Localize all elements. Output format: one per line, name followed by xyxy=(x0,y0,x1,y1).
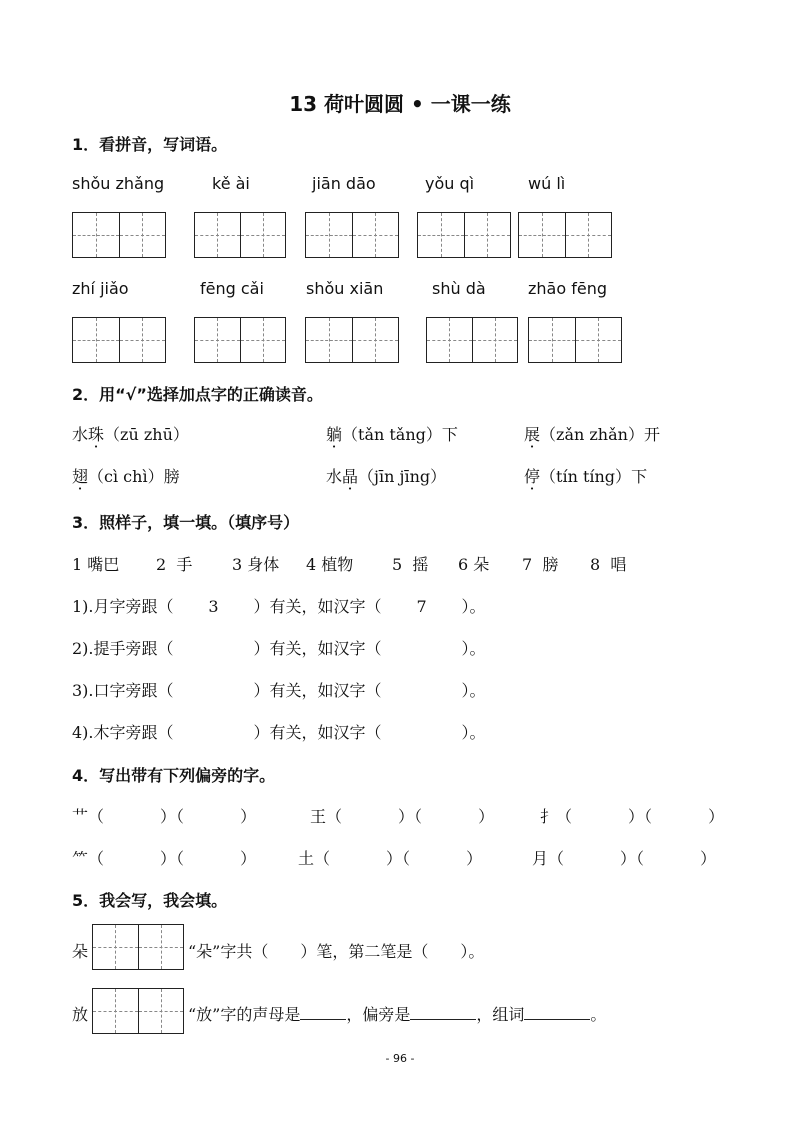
line-mid: ）有关，如汉字（ xyxy=(253,681,382,700)
radical-blank[interactable] xyxy=(410,1019,476,1020)
reading-item-1 xyxy=(72,422,189,445)
pinyin-options[interactable]: （zū zhū） xyxy=(104,425,189,444)
item-pre: 水 xyxy=(72,425,89,444)
dotted-char: 躺 xyxy=(326,425,343,444)
dotted-char: 展 xyxy=(524,425,541,444)
option-3 xyxy=(232,552,279,575)
option-number: 7 xyxy=(522,555,533,574)
radical: 土 xyxy=(298,849,315,868)
writing-grid-2-2[interactable] xyxy=(194,317,286,363)
dotted-char: 珠 xyxy=(88,425,105,444)
close-paren: ） xyxy=(160,849,177,868)
pinyin-1-5: wú lì xyxy=(528,174,566,193)
item-post: 下 xyxy=(441,425,458,444)
radical-row-2-c xyxy=(532,846,716,869)
initial-question xyxy=(188,1002,606,1025)
pinyin-options[interactable]: （jīn jīng） xyxy=(358,467,447,486)
writing-grid-1-2[interactable] xyxy=(194,212,286,258)
open-paren[interactable]: （ xyxy=(314,849,331,868)
option-word: 手 xyxy=(176,555,193,574)
close-paren: ） xyxy=(478,807,495,826)
radical-row-1-a xyxy=(72,804,256,827)
reading-item-5 xyxy=(326,464,446,487)
option-5 xyxy=(392,552,428,575)
open-paren[interactable]: （ xyxy=(414,807,423,826)
option-number: 4 xyxy=(306,555,317,574)
q5-text-a: “放”字的声母是 xyxy=(188,1005,301,1024)
reading-item-4 xyxy=(72,464,180,487)
pinyin-2-3: shǒu xiān xyxy=(306,279,384,298)
pinyin-1-1: shǒu zhǎng xyxy=(72,174,165,193)
open-paren[interactable]: （ xyxy=(636,849,645,868)
pinyin-1-3: jiān dāo xyxy=(312,174,376,193)
open-paren[interactable]: （ xyxy=(176,807,185,826)
line-prefix: 1).月字旁跟（ xyxy=(72,597,174,616)
writing-grid-2-5[interactable] xyxy=(528,317,622,363)
option-word: 嘴巴 xyxy=(87,555,120,574)
q5-text-d: 。 xyxy=(590,1005,607,1024)
line-prefix: 4).木字旁跟（ xyxy=(72,723,174,742)
open-paren[interactable]: （ xyxy=(556,807,573,826)
radical: 艹 xyxy=(72,807,89,826)
line-mid: ）有关，如汉字（ xyxy=(253,723,382,742)
line-suffix: ）。 xyxy=(461,723,486,742)
close-paren: ） xyxy=(386,849,403,868)
close-paren: ） xyxy=(620,849,637,868)
option-1 xyxy=(72,552,119,575)
fill-line-1 xyxy=(72,594,486,617)
writing-grid-1-4[interactable] xyxy=(417,212,511,258)
close-paren: ） xyxy=(628,807,645,826)
option-number: 5 xyxy=(392,555,403,574)
model-char-2: 放 xyxy=(72,1005,89,1024)
radical-row-1-b xyxy=(310,804,494,827)
writing-grid-1-5[interactable] xyxy=(518,212,612,258)
pinyin-options[interactable]: （cì chì） xyxy=(88,467,164,486)
writing-grid-1-1[interactable] xyxy=(72,212,166,258)
radical-row-2-a xyxy=(72,846,256,869)
fill-line-2 xyxy=(72,636,486,659)
writing-grid-2-1[interactable] xyxy=(72,317,166,363)
option-7 xyxy=(522,552,558,575)
option-number: 8 xyxy=(590,555,601,574)
open-paren[interactable]: （ xyxy=(88,849,105,868)
line-mid: ）有关，如汉字（ xyxy=(253,597,382,616)
open-paren[interactable]: （ xyxy=(402,849,411,868)
close-paren: ） xyxy=(240,849,257,868)
option-word: 膀 xyxy=(542,555,559,574)
option-number: 3 xyxy=(232,555,243,574)
word-blank[interactable] xyxy=(524,1019,590,1020)
close-paren: ） xyxy=(708,807,725,826)
open-paren[interactable]: （ xyxy=(176,849,185,868)
writing-grid-5-1[interactable] xyxy=(92,924,184,970)
writing-grid-1-3[interactable] xyxy=(305,212,399,258)
close-paren: ） xyxy=(160,807,177,826)
item-pre: 水 xyxy=(326,467,343,486)
initial-blank[interactable] xyxy=(300,1019,346,1020)
option-word: 植物 xyxy=(321,555,354,574)
open-paren[interactable]: （ xyxy=(88,807,105,826)
option-4 xyxy=(306,552,353,575)
option-number: 6 xyxy=(458,555,469,574)
q5-heading: 5．我会写，我会填。 xyxy=(72,891,228,910)
open-paren[interactable]: （ xyxy=(548,849,565,868)
q4-heading: 4．写出带有下列偏旁的字。 xyxy=(72,766,276,785)
item-post: 膀 xyxy=(163,467,180,486)
option-2 xyxy=(156,552,192,575)
line-mid: ）有关，如汉字（ xyxy=(253,639,382,658)
radical: 扌 xyxy=(540,807,557,826)
reading-item-2 xyxy=(326,422,458,445)
item-post: 开 xyxy=(643,425,660,444)
dotted-char: 停 xyxy=(524,467,541,486)
stroke-question: “朵”字共（ ）笔，第二笔是（ ）。 xyxy=(188,942,485,961)
reading-item-3 xyxy=(524,422,660,445)
radical-row-1-c xyxy=(540,804,724,827)
pinyin-options[interactable]: （zǎn zhǎn） xyxy=(540,425,644,444)
dotted-char: 晶 xyxy=(342,467,359,486)
model-char-1: 朵 xyxy=(72,942,89,961)
reading-item-6 xyxy=(524,464,647,487)
answer-blank-2[interactable]: 7 xyxy=(416,597,427,616)
item-post: 下 xyxy=(631,467,648,486)
pinyin-2-5: zhāo fēng xyxy=(528,279,607,298)
writing-grid-5-2[interactable] xyxy=(92,988,184,1034)
line-suffix: ）。 xyxy=(461,639,486,658)
pinyin-options[interactable]: （tǎn tǎng） xyxy=(342,425,442,444)
q1-heading: 1．看拼音，写词语。 xyxy=(72,135,228,154)
pinyin-1-4: yǒu qì xyxy=(425,174,475,193)
pinyin-2-1: zhí jiǎo xyxy=(72,279,129,298)
writing-grid-2-3[interactable] xyxy=(305,317,399,363)
q3-heading: 3．照样子，填一填。（填序号） xyxy=(72,513,300,532)
radical: 王 xyxy=(310,807,327,826)
open-paren[interactable]: （ xyxy=(644,807,653,826)
line-prefix: 3).口字旁跟（ xyxy=(72,681,174,700)
option-6 xyxy=(458,552,489,575)
q5-text-b: ，偏旁是 xyxy=(346,1005,411,1024)
line-prefix: 2).提手旁跟（ xyxy=(72,639,174,658)
pinyin-2-4: shù dà xyxy=(432,279,486,298)
close-paren: ） xyxy=(700,849,717,868)
option-number: 2 xyxy=(156,555,167,574)
option-number: 1 xyxy=(72,555,83,574)
fill-line-3 xyxy=(72,678,486,701)
radical-row-2-b xyxy=(298,846,482,869)
page-title: 13 荷叶圆圆 • 一课一练 xyxy=(289,92,511,116)
close-paren: ） xyxy=(240,807,257,826)
fill-line-4 xyxy=(72,720,486,743)
q2-heading: 2．用“√”选择加点字的正确读音。 xyxy=(72,385,323,404)
close-paren: ） xyxy=(398,807,415,826)
line-suffix: ）。 xyxy=(461,681,486,700)
open-paren[interactable]: （ xyxy=(326,807,343,826)
option-word: 摇 xyxy=(412,555,429,574)
q5-text-c: ，组词 xyxy=(476,1005,525,1024)
dotted-char: 翅 xyxy=(72,467,89,486)
line-suffix: ）。 xyxy=(461,597,486,616)
close-paren: ） xyxy=(466,849,483,868)
pinyin-2-2: fēng cǎi xyxy=(200,279,264,298)
answer-blank-1[interactable]: 3 xyxy=(208,597,219,616)
option-8 xyxy=(590,552,626,575)
pinyin-1-2: kě ài xyxy=(212,174,250,193)
radical: ⺮ xyxy=(72,849,89,868)
option-word: 唱 xyxy=(610,555,627,574)
option-word: 身体 xyxy=(247,555,280,574)
page-number: - 96 - xyxy=(385,1052,415,1065)
radical: 月 xyxy=(532,849,549,868)
writing-grid-2-4[interactable] xyxy=(426,317,518,363)
pinyin-options[interactable]: （tín tíng） xyxy=(540,467,632,486)
option-word: 朵 xyxy=(473,555,490,574)
